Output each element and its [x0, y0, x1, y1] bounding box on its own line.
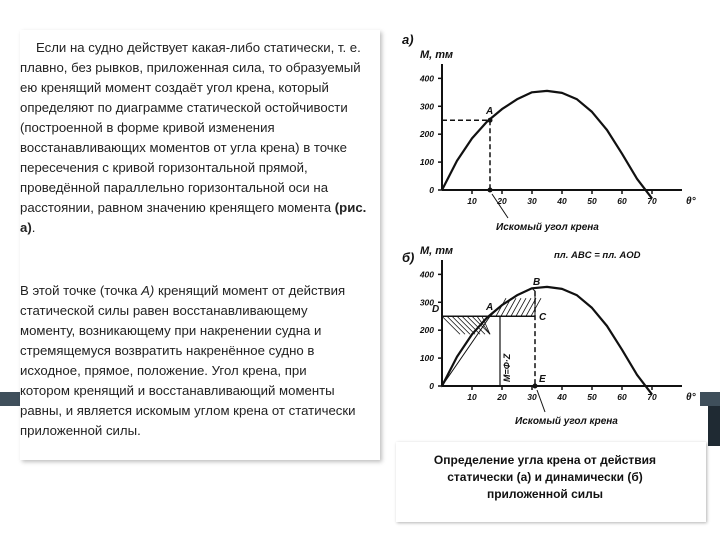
point-label-c: C: [539, 312, 547, 324]
y-tick-label: 300: [419, 297, 434, 308]
paragraph-1: [20, 38, 376, 238]
paragraph-2-text-a: В этой точке (точка: [20, 283, 142, 298]
point-a-label: A: [486, 106, 494, 118]
y-tick-label: 200: [419, 129, 434, 140]
y-tick-label: 0: [429, 381, 434, 391]
hatch-abc: [501, 298, 511, 316]
panel-label: б): [402, 250, 415, 265]
moment-label: M=Ф·Z: [502, 353, 512, 382]
panel-label: а): [402, 32, 414, 47]
x-tick-label: 50: [587, 392, 597, 402]
x-tick-label: 40: [557, 196, 567, 206]
x-tick-label: 70: [647, 392, 657, 402]
figure-ref: (рис. а): [20, 200, 367, 235]
y-tick-label: 400: [419, 73, 434, 84]
x-tick-label: 10: [467, 196, 477, 206]
paragraph-1-text: Если на судно действует какая-либо статически, т. е. плавно, без рывков, приложенная сила, то образуемый ею кренящий момент создаёт угол крена, который определяют по диаграмме статической остойчивости (построенной в форме кривой изменения восстанавливающих моментов от угла крена) в точке пересечения с кривой горизонтальной прямой, проведённой параллельно горизонтальной оси на расстоянии, равном значению кренящего момента: [20, 40, 361, 215]
x-axis-label: θ°: [686, 392, 696, 403]
hatch-aod: [447, 316, 465, 334]
hatch-aod: [457, 316, 475, 334]
y-tick-label: 100: [419, 353, 434, 364]
y-axis-label: M, тм: [420, 245, 454, 257]
y-tick-label: 0: [429, 185, 434, 195]
x-tick-label: 20: [497, 196, 507, 206]
hatch-abc: [516, 298, 526, 316]
x-tick-label: 20: [497, 392, 507, 402]
stability-diagrams: [390, 0, 720, 440]
y-axis-label: M, тм: [420, 49, 454, 61]
point-e-marker: [533, 384, 538, 389]
area-equality-note: пл. ABC = пл. AOD: [554, 250, 641, 261]
point-label-e: E: [539, 374, 546, 385]
y-tick-label: 100: [419, 157, 434, 168]
x-tick-label: 10: [467, 392, 477, 402]
x-tick-label: 60: [617, 196, 627, 206]
annotation-text: Искомый угол крена: [496, 222, 599, 233]
point-a-marker: [488, 118, 493, 123]
hatch-abc: [511, 298, 521, 316]
hatch-abc: [496, 298, 506, 316]
stability-curve: [442, 91, 652, 198]
y-tick-label: 300: [419, 101, 434, 112]
x-tick-label: 30: [527, 196, 537, 206]
point-ref: А): [141, 283, 155, 298]
hatch-abc: [521, 298, 531, 316]
x-tick-label: 30: [527, 392, 537, 402]
hatch-aod: [452, 316, 470, 334]
y-tick-label: 400: [419, 269, 434, 280]
x-tick-label: 40: [557, 392, 567, 402]
paragraph-2-text-b: кренящий момент от действия статической силы равен восстанавливающему моменту, возникающему при накренении судна и стремящемуся возвратить накренённое судно в исходное, прямое, положение. Угол крена, при котором кренящий и восстанавливающий моменты равны, и является искомым углом крена от статически приложенной силы.: [20, 283, 356, 438]
y-tick-label: 200: [419, 325, 434, 336]
paragraph-2: [20, 281, 360, 441]
figure-caption: Определение угла крена от действия статически (а) и динамически (б) приложенной силы: [433, 453, 657, 501]
annotation-pointer: [537, 390, 545, 412]
hatch-aod: [462, 316, 480, 334]
point-label-d: D: [432, 304, 440, 316]
x-tick-label: 70: [647, 196, 657, 206]
point-label-a: A: [486, 302, 494, 314]
point-label-b: B: [533, 277, 541, 289]
hatch-aod: [442, 316, 460, 334]
annotation-text: Искомый угол крена: [515, 416, 618, 427]
x-tick-label: 60: [617, 392, 627, 402]
paragraph-1-end: .: [31, 220, 36, 235]
heel-angle-marker: [488, 188, 493, 193]
decor-bar-left: [0, 392, 20, 406]
x-axis-label: θ°: [686, 196, 696, 207]
x-tick-label: 50: [587, 196, 597, 206]
